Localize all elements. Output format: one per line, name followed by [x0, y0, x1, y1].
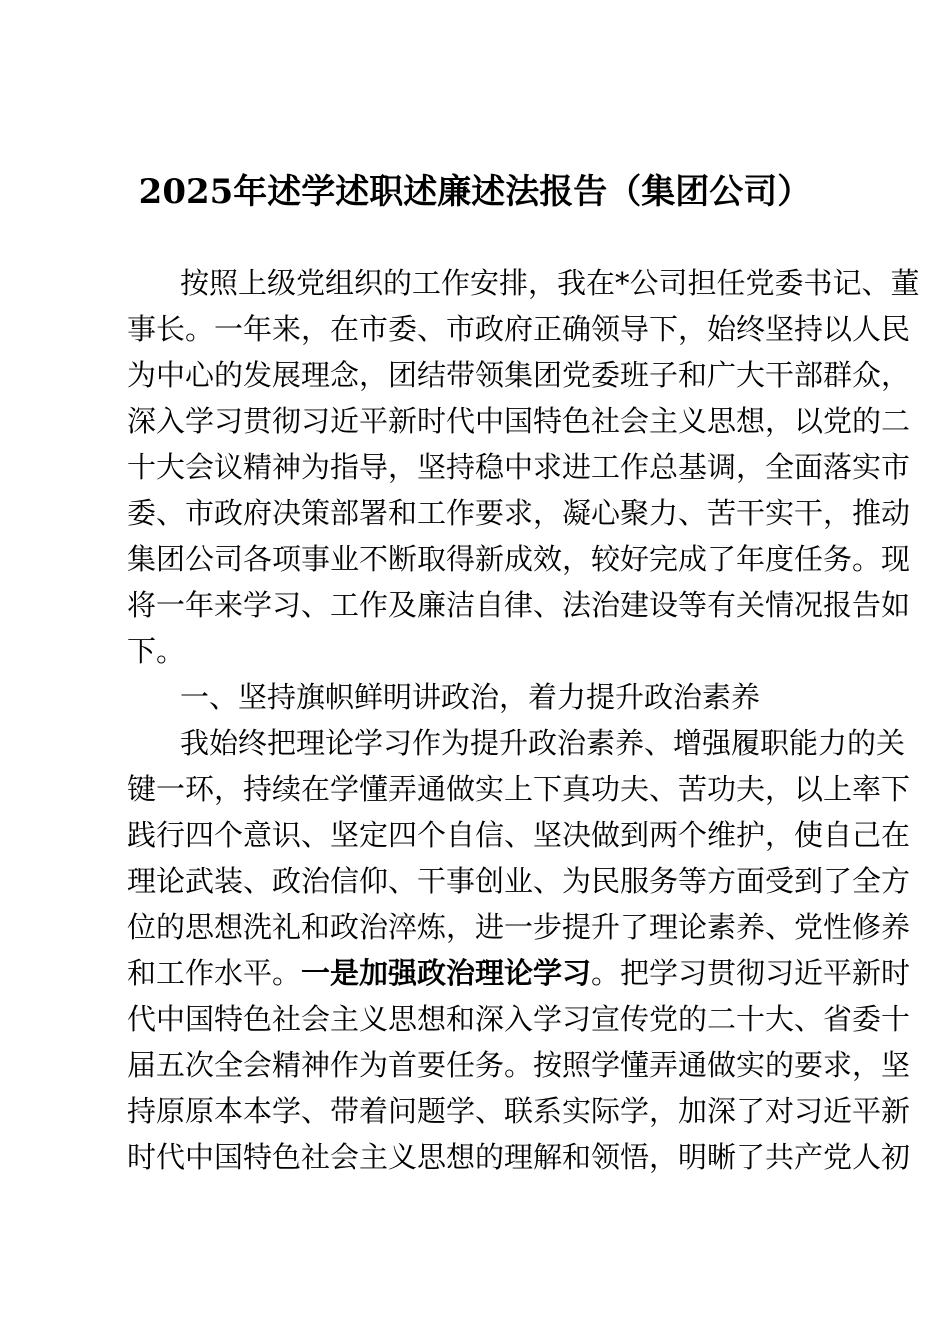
document-body: [127, 260, 920, 1180]
paragraph-line: 事长。一年来，在市委、市政府正确领导下，始终坚持以人民: [127, 312, 911, 346]
paragraph-line: 为中心的发展理念，团结带领集团党委班子和广大干部群众，: [127, 358, 911, 392]
document-title: 2025年述学述职述廉述法报告（集团公司）: [138, 172, 812, 212]
paragraph-line-mixed: [127, 950, 911, 996]
paragraph-line: 十大会议精神为指导，坚持稳中求进工作总基调，全面落实市: [127, 450, 911, 484]
paragraph-line: 委、市政府决策部署和工作要求，凝心聚力、苦干实干，推动: [127, 496, 911, 530]
paragraph-line: 代中国特色社会主义思想和深入学习宣传党的二十大、省委十: [127, 1002, 911, 1036]
paragraph-line: 我始终把理论学习作为提升政治素养、增强履职能力的关: [180, 726, 906, 760]
section-heading: 一、坚持旗帜鲜明讲政治，着力提升政治素养: [180, 680, 761, 714]
paragraph-line: 理论武装、政治信仰、干事创业、为民服务等方面受到了全方: [127, 864, 911, 898]
paragraph-line: 位的思想洗礼和政治淬炼，进一步提升了理论素养、党性修养: [127, 910, 911, 944]
bold-emphasis: 一是加强政治理论学习: [301, 956, 592, 990]
paragraph-line: 按照上级党组织的工作安排，我在*公司担任党委书记、董: [180, 266, 920, 300]
text-run: 。把学习贯彻习近平新时: [591, 956, 911, 990]
paragraph-line: 践行四个意识、坚定四个自信、坚决做到两个维护，使自己在: [127, 818, 911, 852]
paragraph-line: 集团公司各项事业不断取得新成效，较好完成了年度任务。现: [127, 542, 911, 576]
paragraph-line: 深入学习贯彻习近平新时代中国特色社会主义思想，以党的二: [127, 404, 911, 438]
paragraph-line: 时代中国特色社会主义思想的理解和领悟，明晰了共产党人初: [127, 1140, 911, 1174]
paragraph-line: 将一年来学习、工作及廉洁自律、法治建设等有关情况报告如: [127, 588, 911, 622]
paragraph-line: 下。: [127, 634, 186, 668]
paragraph-line: 键一环，持续在学懂弄通做实上下真功夫、苦功夫，以上率下: [127, 772, 911, 806]
text-run: 和工作水平。: [127, 956, 302, 990]
paragraph-line: 持原原本本学、带着问题学、联系实际学，加深了对习近平新: [127, 1094, 911, 1128]
paragraph-line: 届五次全会精神作为首要任务。按照学懂弄通做实的要求，坚: [127, 1048, 911, 1082]
